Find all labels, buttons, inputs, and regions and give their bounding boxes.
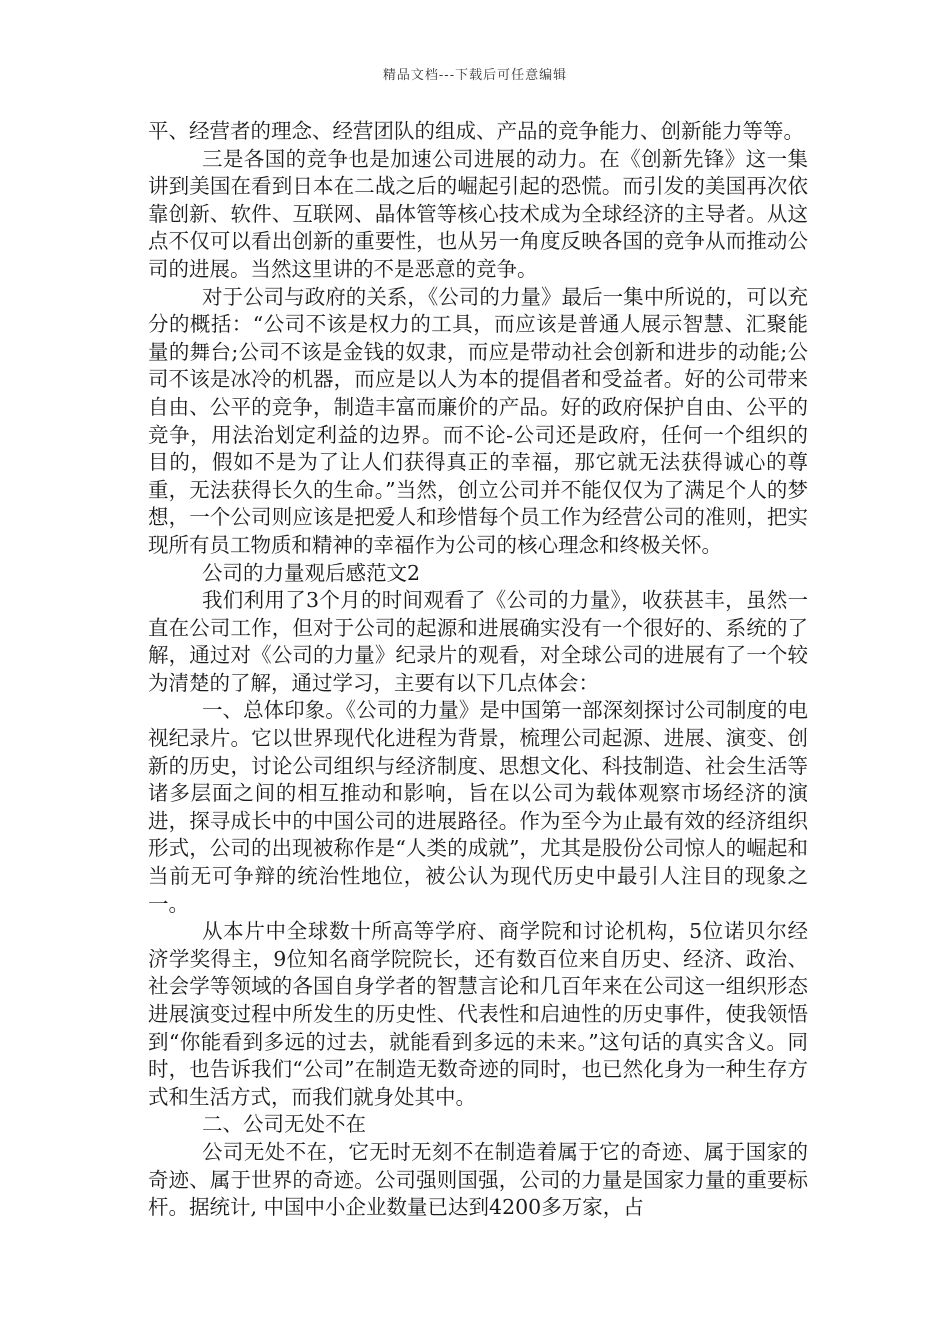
paragraph: 公司无处不在，它无时无刻不在制造着属于它的奇迹、属于国家的奇迹、属于世界的奇迹。公司强则国强，公司的力量是国家力量的重要标杆。据统计, 中国中小企业数量已达到4200多万家，占 — [148, 1139, 808, 1220]
paragraph: 三是各国的竞争也是加速公司进展的动力。在《创新先锋》这一集讲到美国在看到日本在二战之后的崛起引起的恐慌。而引发的美国再次依靠创新、软件、互联网、晶体管等核心技术成为全球经济的主导者。从这点不仅可以看出创新的重要性，也从另一角度反映各国的竞争从而推动公司的进展。当然这里讲的不是恶意的竞争。 — [148, 146, 808, 281]
section-heading: 二、公司无处不在 — [202, 1112, 366, 1137]
section-title: 公司的力量观后感范文2 — [202, 560, 421, 585]
paragraph: 一、总体印象。《公司的力量》是中国第一部深刻探讨公司制度的电视纪录片。它以世界现代化进程为背景，梳理公司起源、进展、演变、创新的历史，讨论公司组织与经济制度、思想文化、科技制造、社会生活等诸多层面之间的相互推动和影响，旨在以公司为载体观察市场经济的演进，探寻成长中的中国公司的进展路径。作为至今为止最有效的经济组织形式，公司的出现被称作是“人类的成就”，尤其是股份公司惊人的崛起和当前无可争辩的统治性地位，被公认为现代历史中最引人注目的现象之一。 — [148, 698, 808, 916]
paragraph: 我们利用了3个月的时间观看了《公司的力量》，收获甚丰，虽然一直在公司工作，但对于公司的起源和进展确实没有一个很好的、系统的了解，通过对《公司的力量》纪录片的观看，对全球公司的进展有了一个较为清楚的了解，通过学习，主要有以下几点体会： — [148, 588, 808, 695]
paragraph: 从本片中全球数十所高等学府、商学院和讨论机构，5位诺贝尔经济学奖得主，9位知名商学院院长，还有数百位来自历史、经济、政治、社会学等领域的各国自身学者的智慧言论和几百年来在公司这一组织形态进展演变过程中所发生的历史性、代表性和启迪性的历史事件，使我领悟到“你能看到多远的过去，就能看到多远的未来。”这句话的真实含义。同时，也告诉我们“公司”在制造无数奇迹的同时，也已然化身为一种生存方式和生活方式，而我们就身处其中。 — [148, 919, 808, 1109]
paragraph: 对于公司与政府的关系，《公司的力量》最后一集中所说的，可以充分的概括：“公司不该是权力的工具，而应该是普通人展示智慧、汇聚能量的舞台;公司不该是金钱的奴隶，而应是带动社会创新和进步的动能;公司不该是冰冷的机器，而应是以人为本的提倡者和受益者。好的公司带来自由、公平的竞争，制造丰富而廉价的产品。好的政府保护自由、公平的竞争，用法治划定利益的边界。而不论-公司还是政府，任何一个组织的目的，假如不是为了让人们获得真正的幸福，那它就无法获得诚心的尊重，无法获得长久的生命。”当然，创立公司并不能仅仅为了满足个人的梦想，一个公司则应该是把爱人和珍惜每个员工作为经营公司的准则，把实现所有员工物质和精神的幸福作为公司的核心理念和终极关怀。 — [148, 284, 808, 557]
document-body — [148, 118, 808, 1222]
paragraph: 平、经营者的理念、经营团队的组成、产品的竞争能力、创新能力等等。 — [148, 119, 804, 143]
page-header: 精品文档---下载后可任意编辑 — [382, 68, 568, 83]
